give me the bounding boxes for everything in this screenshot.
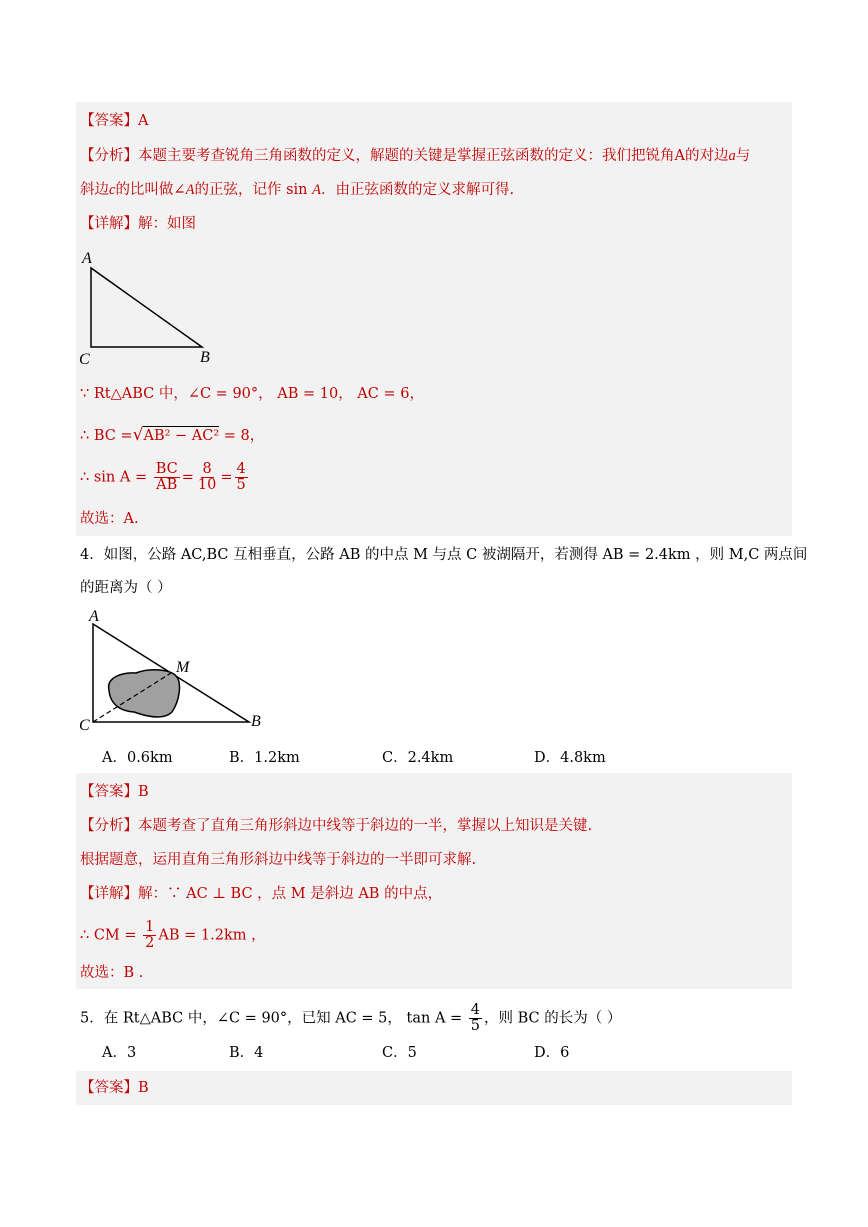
vertex-label-B: B: [251, 713, 261, 730]
answer-line: [80, 782, 149, 802]
option-a[interactable]: A．3: [102, 1045, 137, 1061]
option-d[interactable]: D．4.8km: [534, 750, 606, 766]
answer-tag: 【答案】: [80, 1080, 138, 1096]
option-a[interactable]: A．0.6km: [102, 750, 173, 766]
question-5-line: 5．在 Rt△ABC 中，∠C = 90°，已知 AC = 5， tan A = $\frac{4}{5}$ ，则 BC 的长为（ ）: [80, 1002, 622, 1034]
detail-tag: 【详解】: [80, 886, 138, 902]
analysis-line-2: 根据题意，运用直角三角形斜边中线等于斜边的一半即可求解.: [80, 852, 477, 868]
detail-line: 【详解】解：如图: [80, 216, 196, 232]
answer-value: B: [138, 784, 149, 800]
option-c[interactable]: C．2.4km: [382, 750, 454, 766]
answer-panel-3: [76, 1071, 792, 1105]
answer-line: [80, 111, 148, 131]
conclusion-2: 故选：B .: [80, 965, 144, 981]
lake-figure: [76, 604, 276, 732]
solution-step-3: ∴ sin A = $\frac{BC}{AB}$ = $\frac{8}{10}$ = $\frac{4}{5}$: [80, 461, 246, 493]
vertex-label-A: A: [82, 250, 92, 267]
vertex-label-B: B: [200, 349, 210, 366]
vertex-label-A: A: [89, 608, 99, 625]
vertex-label-C: C: [79, 717, 90, 732]
answer-tag: 【答案】: [80, 113, 138, 129]
solution-step-1: ∴ CM = $\frac{1}{2}$ AB = 1.2km ，: [80, 919, 266, 951]
answer-value: A: [138, 113, 149, 129]
analysis-line-2: 斜边c的比叫做∠A的正弦，记作 sin A．由正弦函数的定义求解可得.: [80, 182, 515, 198]
detail-tag: 【详解】: [80, 216, 138, 232]
conclusion-1: 故选：A.: [80, 511, 139, 527]
question-4-line-2: 的距离为（ ）: [80, 580, 172, 596]
question-4-line-1: 4．如图，公路 AC,BC 互相垂直，公路 AB 的中点 M 与点 C 被湖隔开，若测得 AB = 2.4km ，则 M,C 两点间: [80, 547, 808, 563]
option-b[interactable]: B．1.2km: [229, 750, 300, 766]
option-d[interactable]: D．6: [534, 1045, 570, 1061]
answer-panel-2: [76, 773, 792, 989]
answer-value: B: [138, 1080, 149, 1096]
analysis-line-1: 【分析】本题主要考查锐角三角函数的定义，解题的关键是掌握正弦函数的定义：我们把锐角A的对边a与: [80, 148, 751, 164]
analysis-line-1: 【分析】本题考查了直角三角形斜边中线等于斜边的一半，掌握以上知识是关键.: [80, 818, 593, 834]
vertex-label-C: C: [79, 351, 90, 368]
analysis-tag: 【分析】: [80, 818, 138, 834]
option-c[interactable]: C．5: [382, 1045, 417, 1061]
solution-step-2: ∴ BC =√AB² − AC² = 8，: [80, 425, 265, 445]
detail-line: 【详解】解：∵ AC ⊥ BC ，点 M 是斜边 AB 的中点，: [80, 886, 443, 902]
solution-step-1: ∵ Rt△ABC 中，∠C = 90°， AB = 10， AC = 6，: [80, 386, 424, 402]
triangle-figure-1: [76, 246, 226, 371]
analysis-tag: 【分析】: [80, 148, 138, 164]
option-b[interactable]: B．4: [229, 1045, 264, 1061]
answer-line: [80, 1078, 149, 1098]
answer-tag: 【答案】: [80, 784, 138, 800]
vertex-label-M: M: [176, 659, 190, 676]
